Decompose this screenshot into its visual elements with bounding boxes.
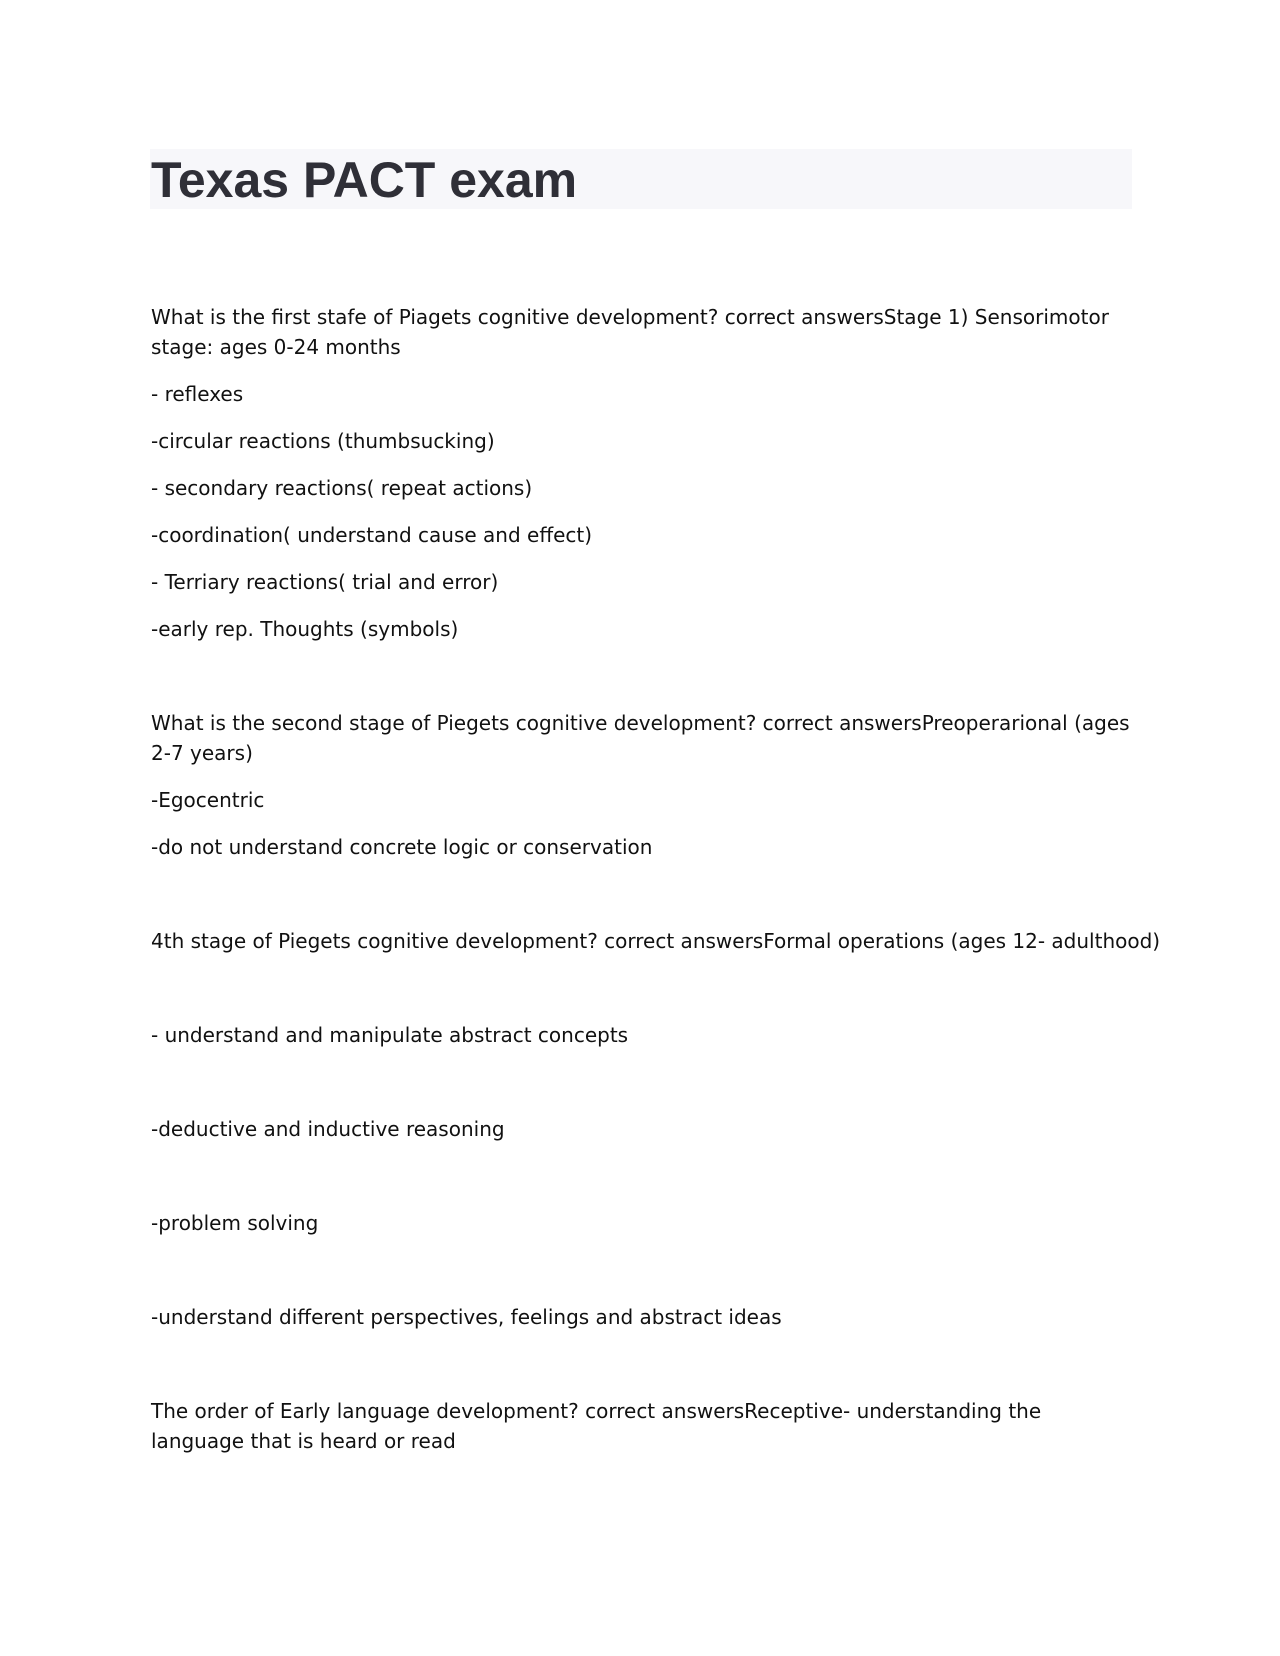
list-item: -deductive and inductive reasoning <box>151 1117 505 1141</box>
list-item: - Terriary reactions( trial and error) <box>151 570 499 594</box>
list-item: -understand different perspectives, feelings and abstract ideas <box>151 1305 782 1329</box>
list-item: - understand and manipulate abstract concepts <box>151 1023 629 1047</box>
list-item: - secondary reactions( repeat actions) <box>151 476 533 500</box>
question-stage-two: What is the second stage of Piegets cognitive development? correct answersPreoperarional (ages 2-7 years) <box>151 711 1130 765</box>
list-item: - reflexes <box>151 382 244 406</box>
question-stage-one: What is the first stafe of Piagets cognitive development? correct answersStage 1) Sensorimotor stage: ages 0-24 months <box>151 305 1109 359</box>
list-item: -circular reactions (thumbsucking) <box>151 429 495 453</box>
list-item: -problem solving <box>151 1211 319 1235</box>
document-title: Texas PACT exam <box>151 152 578 208</box>
list-item: -early rep. Thoughts (symbols) <box>151 617 459 641</box>
list-item: -do not understand concrete logic or conservation <box>151 835 653 859</box>
question-stage-four: 4th stage of Piegets cognitive development? correct answersFormal operations (ages 12- adulthood) <box>151 929 1161 953</box>
list-item: -coordination( understand cause and effect) <box>151 523 593 547</box>
list-item: -Egocentric <box>151 788 265 812</box>
question-language-development: The order of Early language development? correct answersReceptive- understanding the language that is heard or read <box>151 1399 1042 1453</box>
